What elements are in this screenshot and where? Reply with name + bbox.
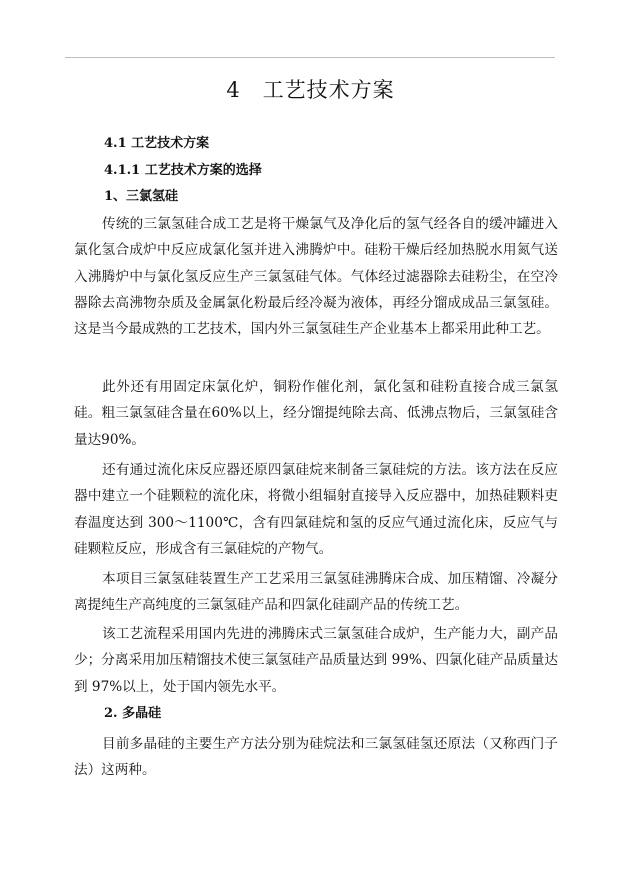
paragraph-process-advantages: 该工艺流程采用国内先进的沸腾床式三氯氢硅合成炉，生产能力大，副产品少；分离采用加压精馏技术使三氯氢硅产品质量达到 99%、四氯化硅产品质量达到 97%以上，处于国内领先水平。 — [74, 626, 558, 695]
chapter-title — [0, 76, 621, 104]
section-heading-4-1: 4.1 工艺技术方案 — [104, 136, 210, 151]
paragraph-traditional-process: 传统的三氯氢硅合成工艺是将干燥氯气及净化后的氢气经各自的缓冲罐进入氯化氢合成炉中反应成氯化氢并进入沸腾炉中。硅粉干燥后经加热脱水用氮气送入沸腾炉中与氯化氢反应生产三氯氢硅气体。气体经过滤器除去硅粉尘，在空冷器除去高沸物杂质及金属氯化粉最后经冷凝为液体，再经分馏成成品三氯氢硅。这是当今最成熟的工艺技术，国内外三氯氢硅生产企业基本上都采用此种工艺。 — [74, 216, 558, 338]
subsection-heading-trichlorosilane: 1、三氯氢硅 — [104, 189, 179, 204]
header-rule — [65, 57, 555, 58]
chapter-title-text: 工艺技术方案 — [262, 78, 395, 102]
paragraph-polysilicon-methods: 目前多晶硅的主要生产方法分别为硅烷法和三氯氢硅氢还原法（又称西门子法）这两种。 — [74, 736, 558, 779]
paragraph-fluidized-bed: 还有通过流化床反应器还原四氯硅烷来制备三氯硅烷的方法。该方法在反应器中建立一个硅颗粒的流化床，将微小组辐射直接导入反应器中，加热硅颗料吏春温度达到 300～1100℃，含有四氯硅烷和氢的反应气通过流化床，反应气与硅颗粒反应，形成含有三氯硅烷的产物气。 — [74, 462, 558, 557]
section-heading-4-1-1: 4.1.1 工艺技术方案的选择 — [104, 163, 262, 178]
subsection-heading-polysilicon: 2. 多晶硅 — [104, 706, 162, 721]
paragraph-fixed-bed: 此外还有用固定床氯化炉，铜粉作催化剂，氯化氢和硅粉直接合成三氯氢硅。粗三氯氢硅含量在60%以上，经分馏提纯除去高、低沸点物后，三氯氢硅含量达90%。 — [74, 379, 558, 448]
paragraph-project-process: 本项目三氯氢硅装置生产工艺采用三氯氢硅沸腾床合成、加压精馏、冷凝分离提纯生产高纯度的三氯氢硅产品和四氯化硅副产品的传统工艺。 — [74, 571, 558, 614]
chapter-number: 4 — [226, 78, 241, 102]
